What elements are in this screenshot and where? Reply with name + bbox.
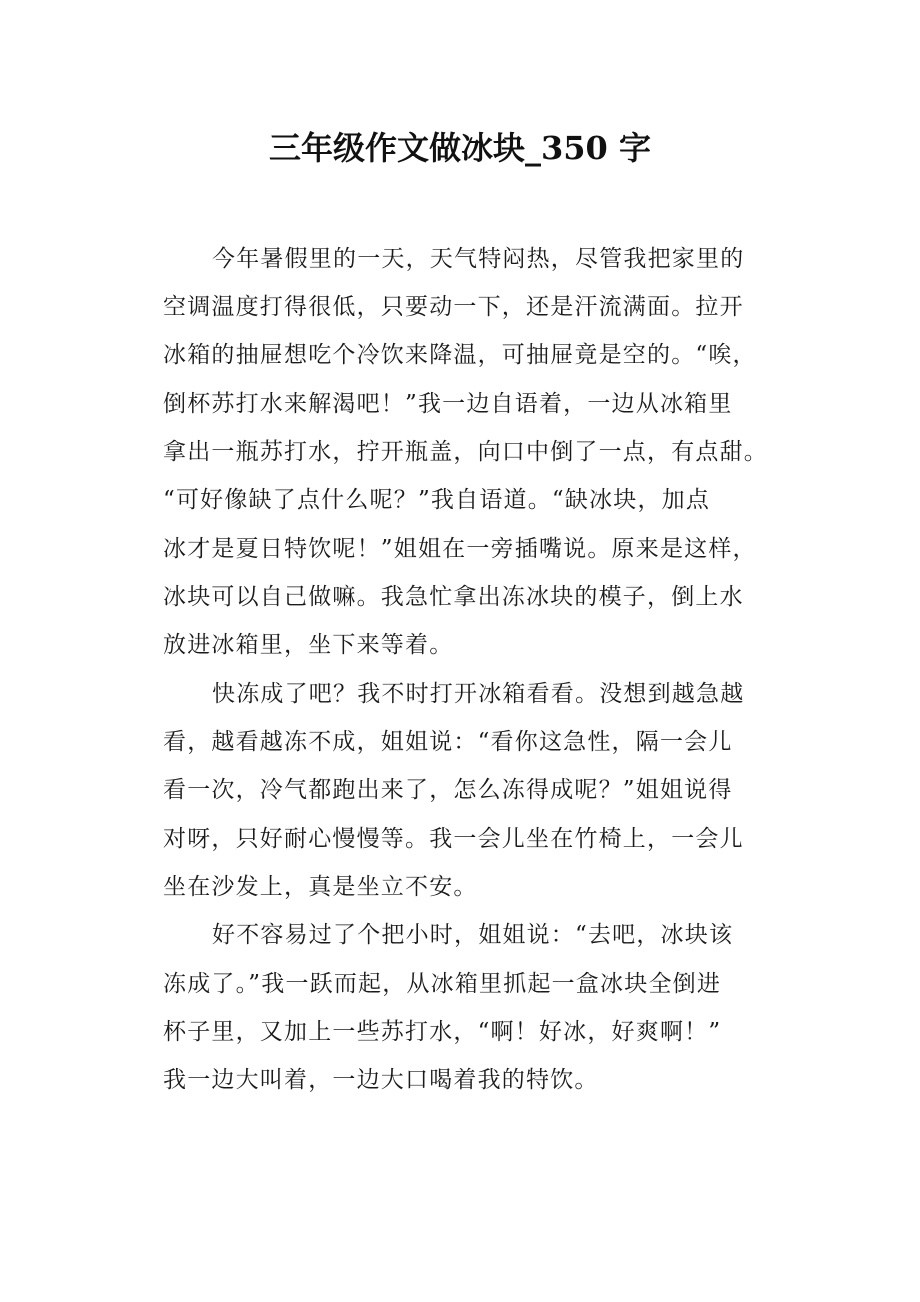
paragraph-1-line-8: 冰块可以自己做嘛。我急忙拿出冻冰块的模子，倒上水 <box>163 584 744 610</box>
paragraph-2-line-4: 对呀，只好耐心慢慢等。我一会儿坐在竹椅上，一会儿 <box>163 826 744 852</box>
paragraph-1-line-1: 今年暑假里的一天，天气特闷热，尽管我把家里的 <box>212 246 745 272</box>
paragraph-2-line-2: 看，越看越冻不成，姐姐说：“看你这急性，隔一会儿 <box>163 729 733 755</box>
paragraph-3-line-3: 杯子里，又加上一些苏打水，“啊！好冰，好爽啊！” <box>163 1019 722 1045</box>
paragraph-2-line-1: 快冻成了吧？我不时打开冰箱看看。没想到越急越 <box>212 681 745 707</box>
paragraph-1-line-6: “可好像缺了点什么呢？”我自语道。“缺冰块，加点 <box>163 487 711 513</box>
paragraph-1-line-3: 冰箱的抽屉想吃个冷饮来降温，可抽屉竟是空的。“唉， <box>163 342 757 368</box>
paragraph-3-line-1: 好不容易过了个把小时，姐姐说：“去吧，冰块该 <box>212 922 734 948</box>
paragraph-2-line-3: 看一次，冷气都跑出来了，怎么冻得成呢？”姐姐说得 <box>163 777 733 803</box>
paragraph-1-line-4: 倒杯苏打水来解渴吧！”我一边自语着，一边从冰箱里 <box>163 391 733 417</box>
paragraph-3-line-4: 我一边大叫着，一边大口喝着我的特饮。 <box>163 1067 599 1093</box>
paragraph-1-line-2: 空调温度打得很低，只要动一下，还是汗流满面。拉开 <box>163 294 744 320</box>
paragraph-1-line-7: 冰才是夏日特饮呢！”姐姐在一旁插嘴说。原来是这样， <box>163 536 757 562</box>
paragraph-1-line-5: 拿出一瓶苏打水，拧开瓶盖，向口中倒了一点，有点甜。 <box>163 439 768 465</box>
paragraph-1-line-9: 放进冰箱里，坐下来等着。 <box>163 632 454 658</box>
document-title: 三年级作文做冰块_350 字 <box>269 129 651 167</box>
paragraph-3-line-2: 冻成了。”我一跃而起，从冰箱里抓起一盒冰块全倒进 <box>163 971 722 997</box>
paragraph-2-line-5: 坐在沙发上，真是坐立不安。 <box>163 874 478 900</box>
